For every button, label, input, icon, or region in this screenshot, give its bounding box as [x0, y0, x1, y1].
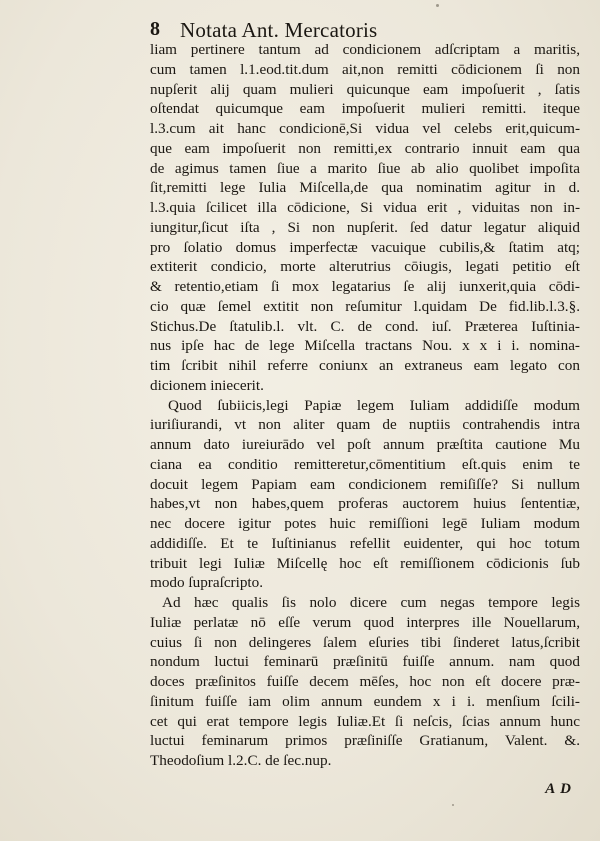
text-line: ſinitum fuiſſe iam olim annum eundem x i i. menſium ſcili-	[150, 692, 580, 710]
text-line: cum tamen l.1.eod.tit.dum ait,non remitti cōdicionem ſi non	[150, 60, 580, 78]
text-line: dicionem iniecerit.	[150, 376, 264, 394]
text-line: iuriſiurandi, vt non aliter quam de nuptiis contrahendis intra	[150, 416, 580, 434]
text-line: Ad hæc qualis ſis nolo dicere cum negas tempore legis	[162, 594, 580, 611]
text-line: liam pertinere tantum ad condicionem adſcriptam a maritis,	[150, 41, 580, 58]
text-line: habes,vt non habes,quem proferas auctorem huius ſententiæ,	[150, 495, 580, 513]
text-line: modo ſupraſcripto.	[150, 574, 264, 592]
text-line: pro ſolatio domus imperfectæ vacuique cubilis,& ſtatim atq;	[150, 238, 580, 256]
text-line: nondum luctui feminarū præſinitū fuiſſe annum. nam quod	[150, 653, 580, 671]
text-line: & retentio,etiam ſi mox legatarius ſe alij iunxerit,quia cōdi-	[150, 278, 580, 295]
text-line: cet qui erat tempore legis Iuliæ.Et ſi neſcis, ſcias annum hunc	[150, 712, 580, 730]
text-line: l.3.cum ait hanc condicionē,Si vidua vel celebs erit,quicum-	[150, 120, 580, 137]
text-line: luctui feminarum primos præſiniſſe Gratianum, Valent. &.	[150, 732, 580, 750]
ink-speck	[436, 4, 439, 7]
text-line: Theodoſium l.2.C. de ſec.nup.	[150, 752, 332, 769]
text-line: ciana ea conditio remitteretur,cōmentitium eſt.quis enim te	[150, 455, 580, 473]
text-line: nupſerit alij quam mulieri quicunque eam impoſuerit , ſatis	[150, 80, 580, 98]
text-line: de agimus tamen ſiue a marito ſiue ab alio quolibet impoſita	[150, 159, 580, 177]
text-line: doces præſinitos fuiſſe decem mēſes, hoc non eſt docere præ-	[150, 673, 580, 690]
text-line: ſit,remitti lege Iulia Miſcella,de qua nominatim agitur in d.	[150, 179, 580, 197]
text-line: que eam impoſuerit non remitti,ex contrario innuit eam qua	[150, 139, 580, 157]
text-line: iungitur,ſicut iſta , Si non nupſerit. ſed datur legatur aliquid	[150, 218, 580, 236]
ink-speck	[452, 804, 454, 806]
text-line: extiterit condicio, morte alterutrius cōiugis, legati petitio eſt	[150, 258, 580, 276]
text-line: Iuliæ perlatæ nō eſſe verum quod interpres ille Nouellarum,	[150, 613, 580, 631]
text-line: addidiſſe. Et te Iuſtinianus refellit euidenter, qui hoc totum	[150, 534, 580, 552]
text-line: tribuit legi Iuliæ Miſcellę hoc eſt remiſſionem cōdicionis ſub	[150, 554, 580, 572]
page-header	[150, 18, 575, 42]
text-line: annum dato iureiurādo vel poſt annum præſtita cautione Mu	[150, 436, 580, 453]
text-line: cuius ſi non delingeres ſalem eſuries tibi ſinderet latus,ſcribit	[150, 633, 580, 651]
running-head: Notata Ant. Mercatoris	[180, 18, 378, 42]
text-line: docuit legem Papiam eam condicionem remiſiſſe? Si nullum	[150, 475, 580, 493]
folio-number: 8	[150, 18, 160, 40]
text-line: nec docere igitur potes huic remiſſioni legē Iuliam modum	[150, 515, 580, 532]
catchword: A D	[545, 781, 572, 797]
text-line: oſtendat quicumque eam impoſuerit mulieri remitti. iteque	[150, 100, 580, 118]
text-line: Stichus.De ſtatulib.l. vlt. C. de cond. iuſ. Præterea Iuſtinia-	[150, 317, 580, 335]
text-line: tim ſcribit nihil referre coniunx an extraneus eam legato con	[150, 357, 580, 374]
text-line: l.3.quia ſcilicet illa cōdicione, Si vidua erit , viduitas non in-	[150, 199, 580, 216]
body-text	[150, 40, 580, 771]
text-line: Quod ſubiicis,legi Papiæ legem Iuliam addidiſſe modum	[168, 396, 580, 414]
text-line: nus ipſe hac de lege Miſcella tractans Nou. x x i i. nomina-	[150, 337, 580, 355]
text-line: cio quæ ſemel extitit non reſumitur l.quidam De fid.lib.l.3.§.	[150, 297, 580, 315]
